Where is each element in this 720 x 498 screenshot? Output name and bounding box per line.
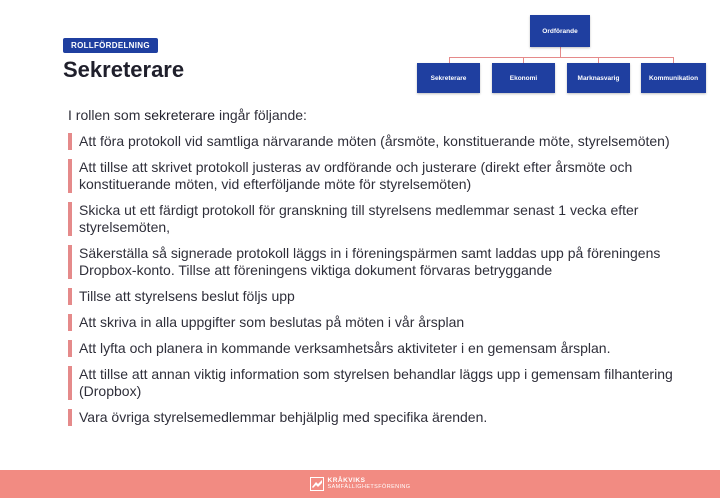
intro-role: sekreterare [144, 107, 216, 123]
list-item: Säkerställa så signerade protokoll läggs in i föreningspärmen samt laddas upp på föreningens Dropbox-konto. Tillse att föreningens viktiga dokument förvaras betryggande [68, 245, 688, 279]
list-item: Att föra protokoll vid samtliga närvarande möten (årsmöte, konstituerande möte, styrelsemöten) [68, 133, 688, 150]
intro-text [68, 107, 307, 123]
org-box-ordforande: Ordförande [530, 15, 590, 47]
footer-bar [0, 470, 720, 498]
org-box-sekreterare: Sekreterare [417, 63, 480, 93]
list-item: Att tillse att annan viktig information som styrelsen behandlar läggs upp i gemensam filhantering (Dropbox) [68, 366, 688, 400]
org-chart [0, 0, 720, 100]
section-badge: ROLLFÖRDELNING [63, 38, 158, 53]
intro-prefix: I rollen som [68, 107, 145, 123]
list-item: Att tillse att skrivet protokoll justeras av ordförande och justerare (direkt efter årsmöte och konstituerande möten, vid efterföljande möte för styrelsemöten) [68, 159, 688, 193]
org-box-marknasvarig: Marknasvarig [567, 63, 630, 93]
list-item: Tillse att styrelsens beslut följs upp [68, 288, 688, 305]
footer-logo [310, 477, 411, 491]
org-connector-vertical [560, 47, 561, 57]
responsibility-list [68, 133, 688, 435]
logo-name: KRÅKVIKS [327, 477, 366, 484]
org-box-kommunikation: Kommunikation [641, 63, 706, 93]
list-item: Att skriva in alla uppgifter som beslutas på möten i vår årsplan [68, 314, 688, 331]
list-item: Att lyfta och planera in kommande verksamhetsårs aktiviteter i en gemensam årsplan. [68, 340, 688, 357]
logo-subtitle: SAMFÄLLIGHETSFÖRENING [327, 484, 411, 490]
list-item: Skicka ut ett färdigt protokoll för granskning till styrelsens medlemmar senast 1 vecka efter styrelsemöten, [68, 202, 688, 236]
crow-logo-icon [310, 477, 324, 491]
page-title: Sekreterare [63, 57, 185, 82]
intro-suffix: ingår följande: [215, 107, 307, 123]
org-connector-horizontal [449, 57, 674, 58]
org-box-ekonomi: Ekonomi [492, 63, 555, 93]
list-item: Vara övriga styrelsemedlemmar behjälplig med specifika ärenden. [68, 409, 688, 426]
